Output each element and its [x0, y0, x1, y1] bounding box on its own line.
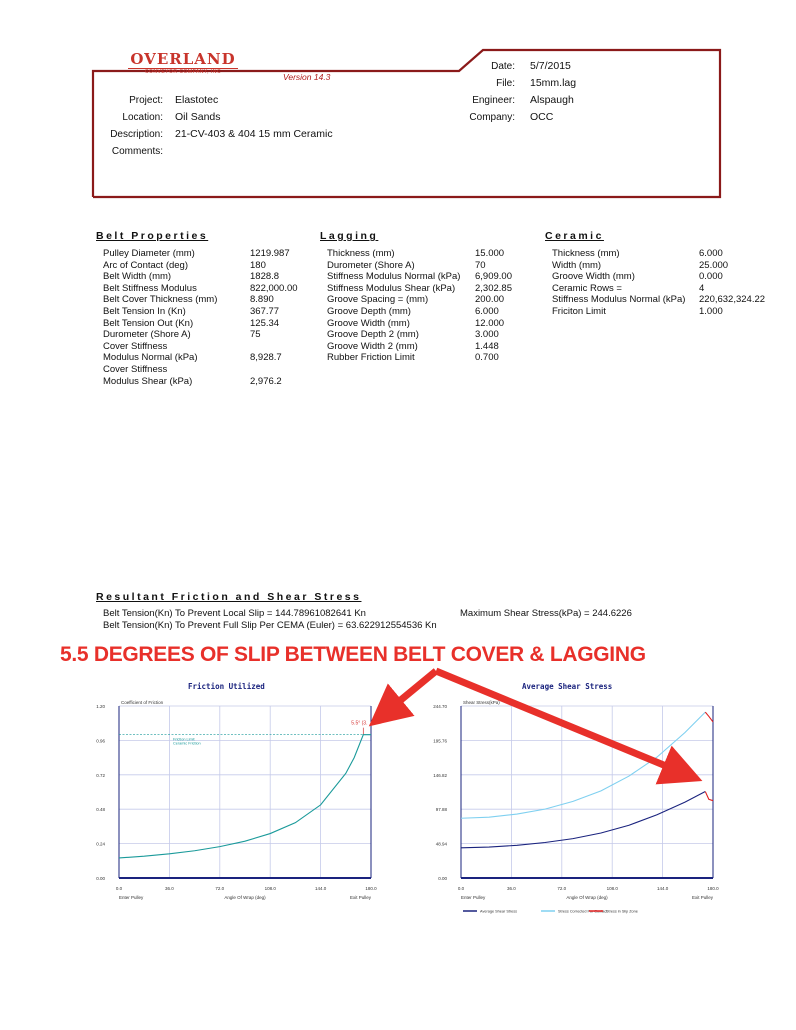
lagging-row: Groove Depth 2 (mm) 3.000	[327, 329, 499, 341]
belt-row: Arc of Contact (deg) 180	[103, 259, 266, 271]
exit-pulley-label: Exit Pulley	[691, 895, 713, 900]
annotation-arrows	[0, 640, 796, 800]
y-tick-label: 244.70	[433, 704, 447, 709]
ceramic-row: Groove Width (mm) 0.000	[552, 271, 723, 283]
y-tick-label: 0.00	[96, 876, 105, 881]
lagging-row: Groove Width (mm) 12.000	[327, 317, 505, 329]
legend-label: Average Shear Stress	[480, 909, 518, 914]
belt-row: Modulus Shear (kPa) 2,976.2	[103, 375, 282, 387]
lagging-row: Stiffness Modulus Normal (kPa) 6,909.00	[327, 271, 512, 283]
x-tick-label: 144.0	[314, 886, 327, 891]
y-tick-label: 195.76	[433, 738, 447, 744]
y-tick-label: 0.00	[438, 876, 447, 881]
date-label: Date:	[491, 61, 515, 72]
belt-properties-title: Belt Properties	[96, 230, 209, 242]
shear-chart-title: Average Shear Stress	[522, 682, 613, 691]
x-tick-label: 144.0	[656, 886, 669, 891]
y-tick-label: 97.88	[435, 807, 447, 813]
x-tick-label: 108.0	[606, 886, 618, 891]
description-value: 21-CV-403 & 404 15 mm Ceramic	[175, 128, 333, 140]
ceramic-row: Friciton Limit 1.000	[552, 305, 723, 317]
belt-row: Cover Stiffness	[103, 340, 168, 352]
exit-pulley-label: Exit Pulley	[349, 895, 371, 900]
y-tick-label: 1.20	[96, 704, 105, 709]
x-tick-label: 180.0	[707, 886, 719, 891]
ceramic-title: Ceramic	[545, 230, 604, 242]
local-slip-result: Belt Tension(Kn) To Prevent Local Slip = 144.78961082641 Kn	[103, 608, 366, 619]
project-label: Project:	[129, 95, 163, 106]
company-value: OCC	[530, 111, 554, 123]
location-label: Location:	[122, 112, 163, 123]
engineer-label: Engineer:	[472, 95, 515, 106]
lagging-row: Durometer (Shore A) 70	[327, 259, 486, 271]
description-label: Description:	[110, 129, 163, 140]
arrow-to-shear-slip	[436, 671, 683, 773]
lagging-row: Groove Depth (mm) 6.000	[327, 305, 499, 317]
file-label: File:	[496, 78, 515, 89]
x-tick-label: 72.0	[215, 886, 225, 891]
arrow-to-friction-slip	[385, 671, 436, 713]
lagging-table	[327, 248, 512, 364]
lagging-row: Groove Width 2 (mm) 1.448	[327, 340, 499, 352]
slip-annotation-banner: 5.5 DEGREES OF SLIP BETWEEN BELT COVER & LAGGING	[60, 643, 646, 666]
belt-properties-table	[103, 248, 298, 387]
max-shear-result: Maximum Shear Stress(kPa) = 244.6226	[460, 608, 632, 619]
x-axis-title: Angle Of Wrap (deg)	[566, 895, 608, 900]
belt-row: Belt Tension Out (Kn) 125.34	[103, 317, 280, 329]
ceramic-row: Ceramic Rows = 4	[552, 282, 705, 294]
ceramic-table	[552, 248, 765, 318]
y-tick-label: 146.82	[433, 772, 447, 778]
ceramic-row: Stiffness Modulus Normal (kPa) 220,632,324.22	[552, 294, 766, 306]
x-tick-label: 180.0	[365, 886, 377, 891]
belt-row: Durometer (Shore A) 75	[103, 329, 261, 341]
x-tick-label: 36.0	[165, 886, 174, 891]
date-value: 5/7/2015	[530, 60, 571, 72]
legend-label: Stress in Slip Zone	[606, 909, 638, 914]
project-value: Elastotec	[175, 94, 219, 106]
slip-angle-label: 5.5° (3.	[351, 720, 368, 727]
lagging-row: Rubber Friction Limit 0.700	[327, 352, 499, 364]
company-logo: OVERLAND CONVEYOR COMPANY, INC	[128, 50, 238, 75]
y-tick-label: 0.72	[96, 772, 105, 778]
comments-label: Comments:	[111, 146, 163, 157]
enter-pulley-label: Enter Pulley	[119, 895, 144, 900]
ceramic-row: Thickness (mm) 6.000	[552, 248, 723, 259]
ceramic-friction-label: Ceramic Friction	[173, 741, 201, 746]
lagging-title: Lagging	[320, 230, 379, 242]
belt-row: Cover Stiffness	[103, 363, 168, 375]
version-label: Version 14.3	[283, 72, 331, 82]
belt-row: Belt Width (mm) 1828.8	[103, 271, 280, 283]
lagging-row: Thickness (mm) 15.000	[327, 248, 505, 259]
enter-pulley-label: Enter Pulley	[461, 895, 486, 900]
ceramic-row: Width (mm) 25.000	[552, 259, 729, 271]
y-axis-title: Coefficient of Friction	[121, 700, 164, 705]
y-tick-label: 0.96	[96, 738, 105, 744]
friction-limit-label: Friction Limit	[173, 737, 195, 742]
location-value: Oil Sands	[175, 111, 221, 123]
belt-row: Modulus Normal (kPa) 8,928.7	[103, 352, 282, 364]
x-tick-label: 0.0	[115, 886, 123, 891]
y-tick-label: 0.24	[96, 841, 105, 847]
file-value: 15mm.lag	[530, 77, 577, 89]
y-tick-label: 0.48	[96, 807, 105, 813]
belt-row: Belt Stiffness Modulus 822,000.00	[103, 282, 298, 294]
x-axis-title: Angle Of Wrap (deg)	[224, 895, 266, 900]
lagging-row: Groove Spacing = (mm) 200.00	[327, 294, 505, 306]
company-label: Company:	[469, 112, 515, 123]
friction-chart-title: Friction Utilized	[188, 682, 265, 691]
belt-row: Belt Tension In (Kn) 367.77	[103, 305, 280, 317]
belt-row: Belt Cover Thickness (mm) 8.890	[103, 294, 274, 306]
y-axis-title: Shear Stress(kPa)	[463, 700, 500, 705]
legend-label: Stress Corrected For Contact	[558, 909, 608, 914]
x-tick-label: 36.0	[507, 886, 516, 891]
belt-row: Pulley Diameter (mm) 1219.987	[103, 248, 290, 259]
x-tick-label: 0.0	[457, 886, 465, 891]
y-tick-label: 48.94	[435, 841, 447, 847]
full-slip-result: Belt Tension(Kn) To Prevent Full Slip Per CEMA (Euler) = 63.622912554536 Kn	[103, 620, 437, 631]
lagging-row: Stiffness Modulus Shear (kPa) 2,302.85	[327, 282, 512, 294]
resultant-title: Resultant Friction and Shear Stress	[96, 591, 362, 603]
x-tick-label: 72.0	[557, 886, 567, 891]
x-tick-label: 108.0	[264, 886, 276, 891]
engineer-value: Alspaugh	[530, 94, 574, 106]
